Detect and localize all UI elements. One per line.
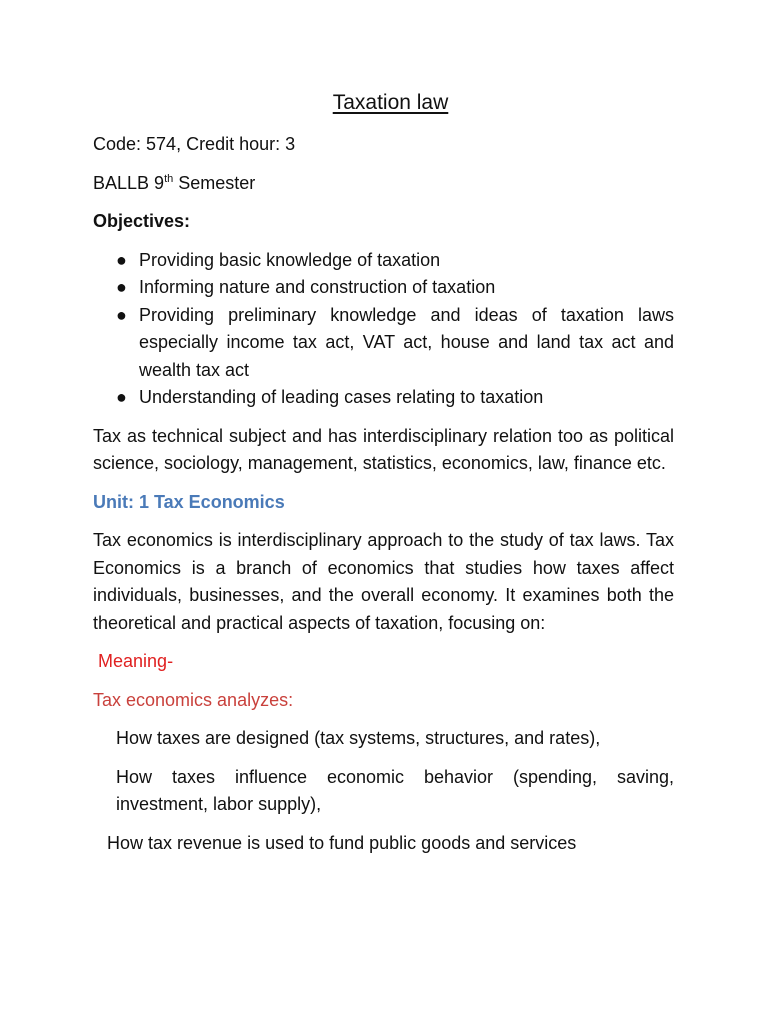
intro-paragraph: Tax as technical subject and has interdisciplinary relation too as political science, sociology, management, statistics, economics, law, finance etc. bbox=[93, 425, 674, 473]
program-superscript: th bbox=[164, 172, 174, 185]
objectives-heading: Objectives: bbox=[93, 211, 191, 231]
bullet-icon: ● bbox=[116, 249, 127, 270]
objective-item: ● Providing preliminary knowledge and ideas of taxation laws especially income tax act, VAT act, house and land tax act and wealth tax act bbox=[93, 302, 674, 385]
course-code-line: Code: 574, Credit hour: 3 bbox=[93, 134, 296, 154]
analyzes-item: How taxes are designed (tax systems, structures, and rates), bbox=[116, 728, 601, 748]
program-suffix: Semester bbox=[173, 172, 256, 193]
program-line bbox=[93, 170, 674, 198]
unit-heading: Unit: 1 Tax Economics bbox=[93, 491, 285, 512]
objective-item: ● Informing nature and construction of taxation bbox=[93, 274, 674, 302]
bullet-icon: ● bbox=[116, 387, 127, 407]
document-page bbox=[93, 88, 674, 868]
analyzes-heading: Tax economics analyzes: bbox=[93, 689, 294, 710]
objectives-list bbox=[93, 247, 674, 412]
unit-paragraph: Tax economics is interdisciplinary approach to the study of tax laws. Tax Economics is a branch of economics that studies how taxes affect individuals, businesses, and the overall economy. It examines both the theoretical and practical aspects of taxation, focusing on: bbox=[93, 530, 674, 633]
objective-item: ● Providing basic knowledge of taxation bbox=[93, 247, 674, 275]
program-prefix: BALLB 9 bbox=[93, 172, 165, 193]
meaning-heading: Meaning- bbox=[98, 651, 174, 671]
bullet-icon: ● bbox=[116, 277, 127, 297]
objective-item: ● Understanding of leading cases relating to taxation bbox=[93, 384, 674, 412]
analyzes-item: How taxes influence economic behavior (spending, saving, investment, labor supply), bbox=[116, 766, 674, 814]
analyzes-item: How tax revenue is used to fund public goods and services bbox=[107, 832, 577, 853]
bullet-icon: ● bbox=[116, 304, 127, 325]
document-title: Taxation law bbox=[332, 91, 449, 114]
